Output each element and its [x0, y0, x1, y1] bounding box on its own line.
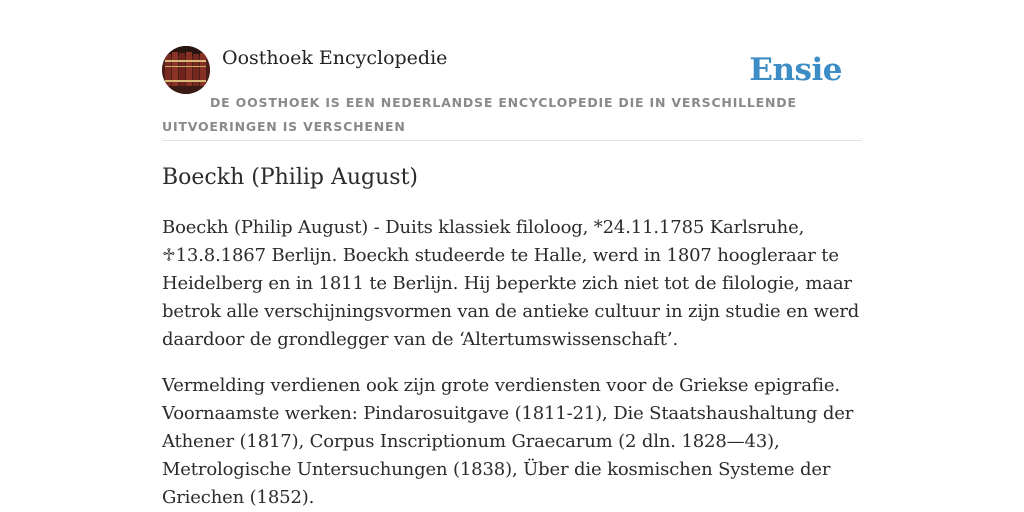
article-paragraph-2: Vermelding verdienen ook zijn grote verdiensten voor de Griekse epigrafie. Voornaamste werken: Pindarosuitgave (1811-21), Die Staatshaushaltung der Athener (1817), Corpus Inscriptionum Graecarum (2 dln. 1828—43), Metrologische Untersuchungen (1838), Über die kosmischen Systeme der Griechen (1852).: [162, 375, 854, 508]
site-name[interactable]: Oosthoek Encyclopedie: [222, 47, 448, 69]
site-header: [162, 46, 862, 141]
article-paragraph-1: Boeckh (Philip August) - Duits klassiek filoloog, *24.11.1785 Karlsruhe, ♱13.8.1867 Berlijn. Boeckh studeerde te Halle, werd in 1807 hoogleraar te Heidelberg en in 1811 te Berlijn. Hij beperkte zich niet tot de filologie, maar betrok alle verschijningsvormen van de antieke cultuur in zijn studie en werd daardoor de grondlegger van de ‘Altertumswissenschaft’.: [162, 217, 860, 350]
article: [162, 162, 862, 512]
encyclopedia-books-icon[interactable]: [162, 46, 210, 94]
article-title: Boeckh (Philip August): [162, 165, 419, 190]
site-tagline: DE OOSTHOEK IS EEN NEDERLANDSE ENCYCLOPEDIE DIE IN VERSCHILLENDE UITVOERINGEN IS VERSCHENEN: [162, 95, 797, 134]
brand-logo[interactable]: Ensie: [749, 52, 842, 88]
